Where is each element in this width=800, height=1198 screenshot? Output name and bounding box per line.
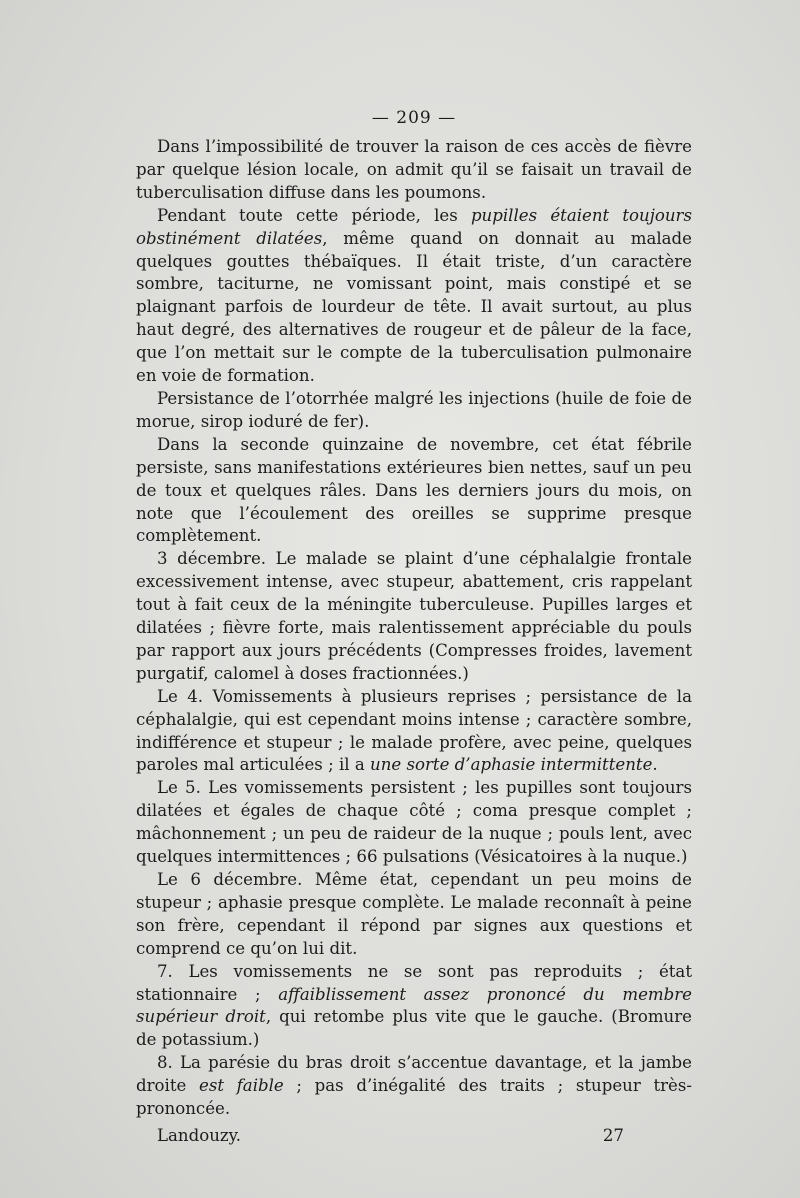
page-number: — 209 — [371, 108, 457, 128]
paragraph-text: Le 4. Vomissements à plusieurs reprises ; persistance de la céphalalgie, qui est cependant moins intense ; caractère sombre, indifférence et stupeur ; le malade profère, avec peine, quelques paroles mal articulées ; il a [136, 686, 692, 775]
italic-text: pupilles étaient toujours obstinément dilatées [136, 205, 693, 248]
paragraph [136, 136, 692, 205]
page-footer [136, 1125, 692, 1148]
paragraph [136, 777, 692, 869]
paragraph [136, 686, 692, 778]
paragraph-text: ; pas d’inégalité des traits ; stupeur très-prononcée. [136, 1076, 692, 1119]
paragraph [136, 434, 692, 549]
paragraph [136, 548, 692, 685]
paragraph-text: Le 5. Les vomissements persistent ; les pupilles sont toujours dilatées et égales de chaque côté ; coma presque complet ; mâchonnement ; un peu de raideur de la nuque ; pouls lent, avec quelques intermittences ; 66 pulsations (Vésicatoires à la nuque.) [136, 778, 692, 867]
paragraph-text: 8. La parésie du bras droit s’accentue davantage, et la jambe droite [136, 1053, 692, 1096]
paragraph-text: Pendant toute cette période, les [157, 205, 471, 225]
paragraph [136, 1052, 692, 1121]
paragraph-text: , même quand on donnait au malade quelques gouttes thébaïques. Il était triste, d’un caractère sombre, taciturne, ne vomissant point, mais constipé et se plaignant parfois de lourdeur de tête. Il avait surtout, au plus haut degré, des alternatives de rougeur et de pâleur de la face, que l’on mettait sur le compte de la tuberculisation pulmonaire en voie de formation. [136, 228, 693, 386]
paragraph [136, 869, 692, 961]
paragraph [136, 961, 692, 1053]
paragraph-text: 3 décembre. Le malade se plaint d’une céphalalgie frontale excessivement intense, avec stupeur, abattement, cris rappelant tout à fait ceux de la méningite tuberculeuse. Pupilles larges et dilatées ; fièvre forte, mais ralentissement appréciable du pouls par rapport aux jours précédents (Compresses froides, lavement purgatif, calomel à doses fractionnées.) [136, 549, 692, 683]
paragraph [136, 388, 692, 434]
italic-text: une sorte d’aphasie intermittente [370, 755, 653, 775]
paragraph-text: . [652, 755, 658, 775]
paragraph-text: Le 6 décembre. Même état, cependant un peu moins de stupeur ; aphasie presque complète. Le malade reconnaît à peine son frère, cependant il répond par signes aux questions et comprend ce qu’on lui dit. [136, 870, 692, 958]
paragraph-text: Dans l’impossibilité de trouver la raison de ces accès de fièvre par quelque lésion locale, on admit qu’il se faisait un travail de tuberculisation diffuse dans les poumons. [136, 137, 692, 202]
author-name: Landouzy. [157, 1125, 242, 1145]
paragraph-text: Dans la seconde quinzaine de novembre, cet état fébrile persiste, sans manifestations extérieures bien nettes, sauf un peu de toux et quelques râles. Dans les derniers jours du mois, on note que l’écoulement des oreilles se supprime presque complètement. [136, 434, 692, 546]
signature-mark: 27 [602, 1125, 624, 1145]
paragraph-text: , qui retombe plus vite que le gauche. (Bromure de potassium.) [136, 1007, 692, 1050]
paragraph [136, 205, 692, 388]
paragraph-text: Persistance de l’otorrhée malgré les injections (huile de foie de morue, sirop ioduré de fer). [136, 388, 692, 431]
paragraph-text: 7. Les vomissements ne se sont pas reproduits ; état stationnaire ; [136, 961, 692, 1004]
text-block [136, 108, 692, 1148]
italic-text: est faible [199, 1076, 284, 1096]
italic-text: affaiblissement assez prononcé du membre supérieur droit [136, 984, 692, 1027]
body-text [136, 136, 692, 1121]
